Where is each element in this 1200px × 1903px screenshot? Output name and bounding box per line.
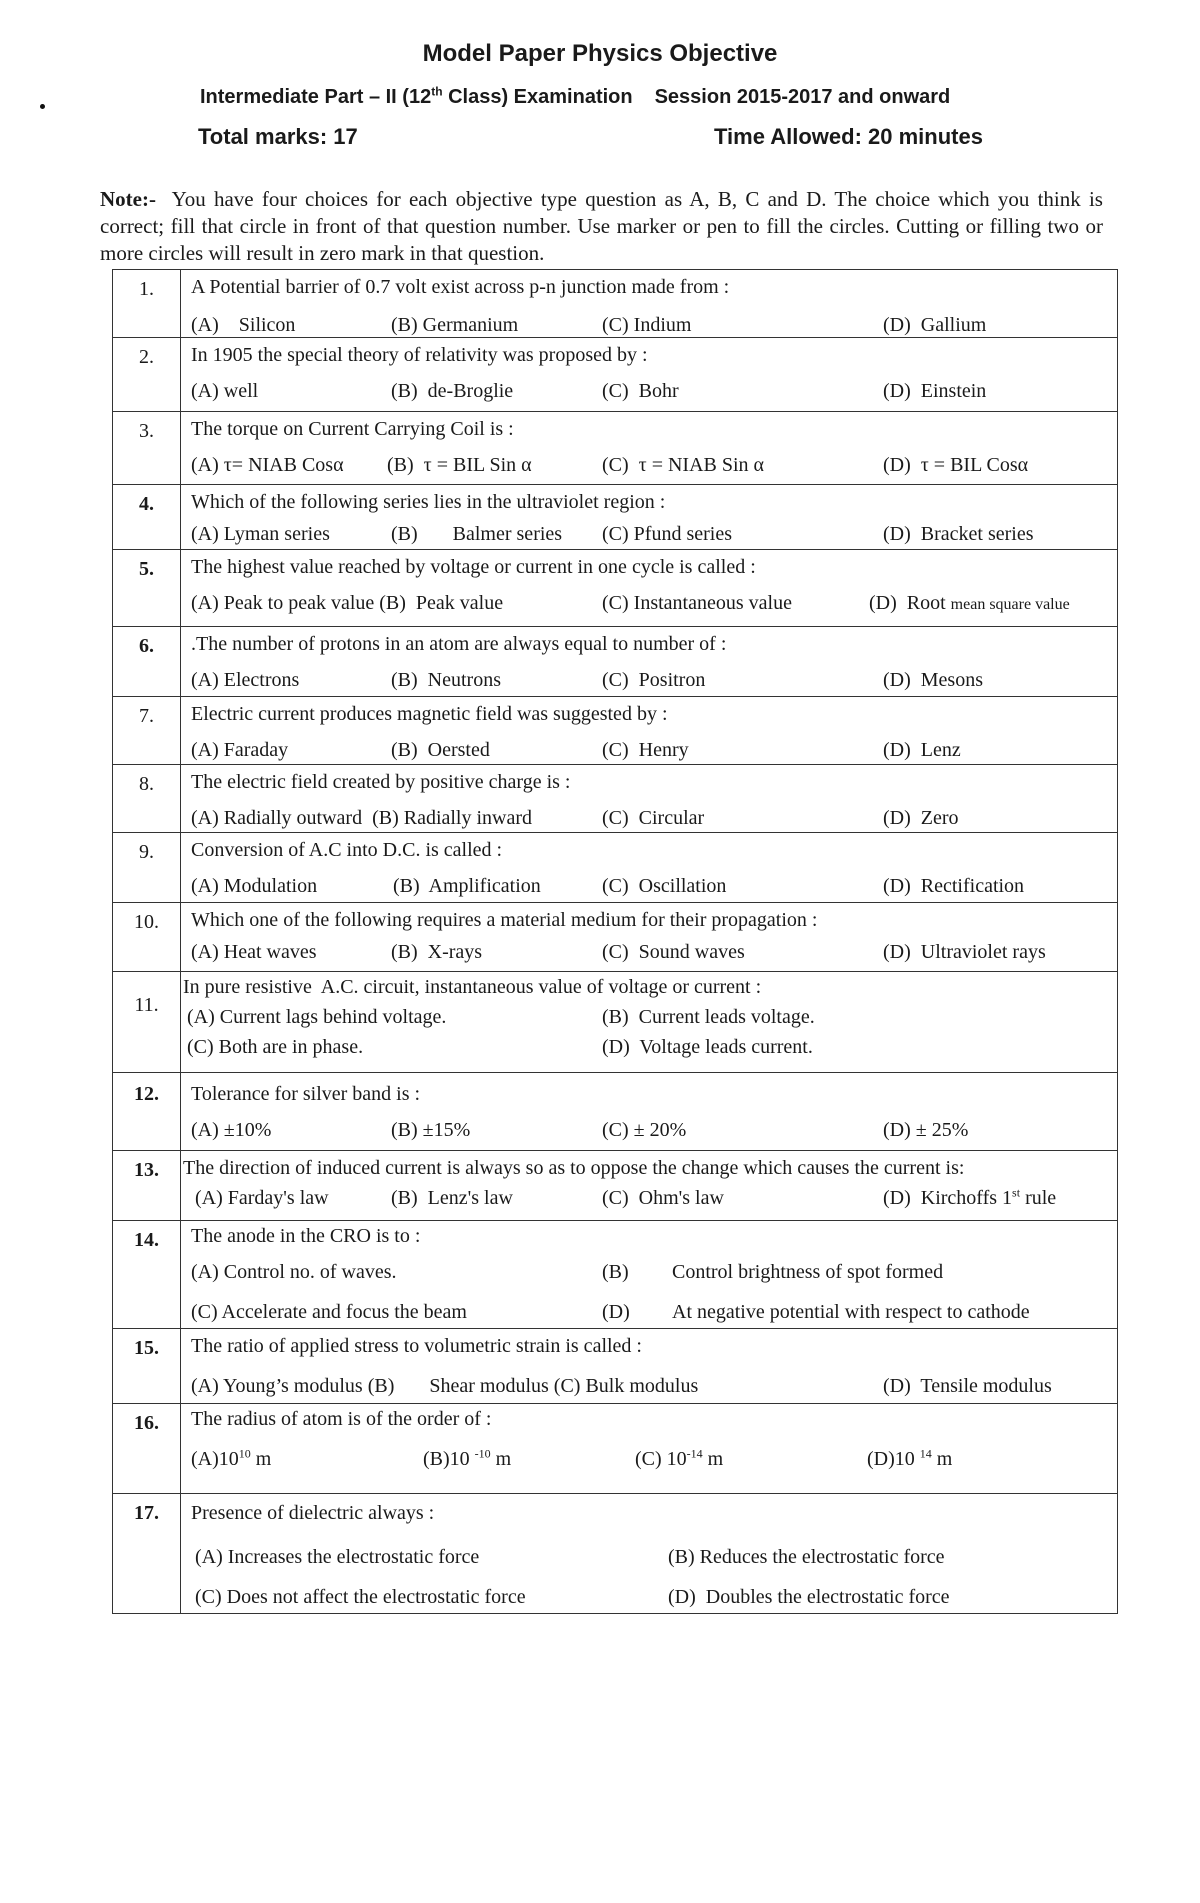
question-text: The ratio of applied stress to volumetric strain is called : (191, 1335, 642, 1357)
question-row (113, 627, 1117, 697)
option-d: (D) τ = BIL Cosα (883, 454, 1029, 476)
option-d: (D) Rectification (883, 875, 1025, 897)
question-text: Conversion of A.C into D.C. is called : (191, 839, 503, 861)
question-row (113, 765, 1117, 833)
option-b: (B) Lenz's law (391, 1187, 513, 1209)
question-row (113, 903, 1117, 972)
option-d: (D) Ultraviolet rays (883, 941, 1046, 963)
option-d: (D) Zero (883, 807, 959, 829)
option-d: (D) ± 25% (883, 1119, 969, 1141)
option-b: (B) Reduces the electrostatic force (668, 1546, 945, 1568)
question-number: 3. (113, 412, 181, 484)
option-c: (C) Both are in phase. (187, 1036, 364, 1058)
option-a: (A) Lyman series (191, 523, 330, 545)
question-text: In 1905 the special theory of relativity was proposed by : (191, 344, 648, 366)
question-number: 4. (113, 485, 181, 549)
question-number: 17. (113, 1494, 181, 1613)
question-row (113, 1494, 1117, 1614)
question-text: In pure resistive A.C. circuit, instantaneous value of voltage or current : (183, 976, 762, 998)
option-a: (A) Silicon (191, 314, 296, 336)
option-c: (C) Ohm's law (602, 1187, 724, 1209)
option-b: (B) Current leads voltage. (602, 1006, 815, 1028)
question-number: 6. (113, 627, 181, 696)
option-c: (C) Oscillation (602, 875, 727, 897)
option-d-label: (D) (602, 1301, 630, 1323)
question-number: 12. (113, 1073, 181, 1150)
option-a: (A) Faraday (191, 739, 289, 761)
question-row (113, 1151, 1117, 1221)
option-a-b: (A) Peak to peak value (B) Peak value (191, 592, 504, 614)
question-number: 8. (113, 765, 181, 832)
exam-subtitle: Intermediate Part – II (12th Class) Examination Session 2015-2017 and onward (200, 84, 951, 108)
question-row (113, 550, 1117, 627)
option-c: (C) Indium (602, 314, 692, 336)
option-b: (B) ±15% (391, 1119, 471, 1141)
question-text: Electric current produces magnetic field was suggested by : (191, 703, 668, 725)
option-a: (A) Farday's law (195, 1187, 329, 1209)
option-d: (D) Einstein (883, 380, 987, 402)
option-b: (B)10 $^{-10}$ m (423, 1446, 512, 1470)
option-d: (D) Gallium (883, 314, 987, 336)
question-row (113, 972, 1117, 1073)
option-c: (C) Instantaneous value (602, 592, 792, 614)
question-number: 10. (113, 903, 181, 971)
time-allowed: Time Allowed: 20 minutes (714, 124, 983, 149)
question-text: The radius of atom is of the order of : (191, 1408, 492, 1430)
option-a: (A) ±10% (191, 1119, 272, 1141)
note-text: You have four choices for each objective type question as A, B, C and D. The choice which you think is correct; fill that circle in front of that question number. Use marker or pen to fill the circles. Cutting or filling two or more circles will result in zero mark in that question. (100, 187, 1103, 265)
question-row (113, 412, 1117, 485)
question-row (113, 1221, 1117, 1329)
option-c: (C) ± 20% (602, 1119, 687, 1141)
question-text: The electric field created by positive charge is : (191, 771, 571, 793)
option-a: (A) Increases the electrostatic force (195, 1546, 480, 1568)
option-b: (B) de-Broglie (391, 380, 514, 402)
option-c: (C) τ = NIAB Sin α (602, 454, 765, 476)
option-c: (C) Henry (602, 739, 689, 761)
option-a: (A) Control no. of waves. (191, 1261, 397, 1283)
option-b: (B) Oersted (391, 739, 490, 761)
option-d: (D) Kirchoffs 1st rule (883, 1185, 1057, 1209)
option-c: (C) $10^{-14}$ m (635, 1446, 724, 1470)
option-b: (B) Neutrons (391, 669, 501, 691)
question-number: 7. (113, 697, 181, 764)
question-text: Tolerance for silver band is : (191, 1083, 421, 1105)
option-d: At negative potential with respect to cathode (672, 1301, 1030, 1323)
option-c: (C) Does not affect the electrostatic force (195, 1586, 526, 1608)
option-a-b-c: (A) Young’s modulus (B) Shear modulus (C) Bulk modulus (191, 1375, 699, 1397)
option-c: (C) Pfund series (602, 523, 732, 545)
question-number: 2. (113, 338, 181, 411)
question-row (113, 1073, 1117, 1151)
option-c: (C) Circular (602, 807, 705, 829)
option-d: (D) Mesons (883, 669, 983, 691)
option-a: $(A)10^{10}$ m (191, 1446, 272, 1470)
question-number: 16. (113, 1404, 181, 1493)
question-text: The highest value reached by voltage or current in one cycle is called : (191, 556, 756, 578)
option-d: (D) Bracket series (883, 523, 1034, 545)
question-row (113, 1404, 1117, 1494)
question-number: 13. (113, 1151, 181, 1220)
question-row (113, 485, 1117, 550)
option-b: (B) τ = BIL Sin α (387, 454, 532, 476)
option-a: (A) Current lags behind voltage. (187, 1006, 447, 1028)
option-c: (C) Sound waves (602, 941, 745, 963)
question-text: Which one of the following requires a material medium for their propagation : (191, 909, 818, 931)
option-d: (D) Lenz (883, 739, 961, 761)
session-label: Session 2015-2017 and onward (654, 86, 951, 108)
question-number: 9. (113, 833, 181, 902)
option-c: (C) Accelerate and focus the beam (191, 1301, 467, 1323)
option-b: (B) X-rays (391, 941, 483, 963)
option-b-label: (B) (602, 1261, 629, 1283)
question-text: Which of the following series lies in the ultraviolet region : (191, 491, 666, 513)
question-text: A Potential barrier of 0.7 volt exist across p-n junction made from : (191, 276, 730, 298)
page-title: Model Paper Physics Objective (422, 40, 778, 67)
option-a-b: (A) Radially outward (B) Radially inward (191, 807, 533, 829)
question-row (113, 697, 1117, 765)
question-text: .The number of protons in an atom are always equal to number of : (191, 633, 727, 655)
question-number: 5. (113, 550, 181, 626)
option-c: (C) Positron (602, 669, 706, 691)
option-d: (D) Root mean square value (869, 592, 1070, 614)
question-number: 15. (113, 1329, 181, 1403)
question-text: Presence of dielectric always : (191, 1502, 435, 1524)
question-text: The torque on Current Carrying Coil is : (191, 418, 514, 440)
question-row (113, 270, 1117, 338)
question-text: The anode in the CRO is to : (191, 1225, 421, 1247)
question-row (113, 338, 1117, 412)
option-b: Control brightness of spot formed (672, 1261, 944, 1283)
option-a: (A) τ= NIAB Cosα (191, 454, 344, 476)
instructions-note (100, 186, 1103, 267)
option-c: (C) Bohr (602, 380, 679, 402)
scan-speck (40, 104, 45, 109)
option-d: (D) Tensile modulus (883, 1375, 1052, 1397)
question-text: The direction of induced current is always so as to oppose the change which causes the current is: (183, 1157, 965, 1179)
option-d: (D) Doubles the electrostatic force (668, 1586, 950, 1608)
question-number: 14. (113, 1221, 181, 1328)
option-b: (B) Balmer series (391, 523, 563, 545)
note-label: Note:- (100, 187, 156, 211)
questions-table (112, 269, 1118, 1614)
total-marks: Total marks: 17 (198, 124, 358, 149)
option-b: (B) Amplification (393, 875, 541, 897)
question-number: 11. (113, 972, 181, 1072)
option-b: (B) Germanium (391, 314, 519, 336)
option-a: (A) well (191, 380, 259, 402)
option-a: (A) Heat waves (191, 941, 317, 963)
option-a: (A) Modulation (191, 875, 318, 897)
question-row (113, 1329, 1117, 1404)
question-row (113, 833, 1117, 903)
option-a: (A) Electrons (191, 669, 300, 691)
option-d: (D)10 $^{14}$ m (867, 1446, 953, 1470)
question-number: 1. (113, 270, 181, 337)
option-d: (D) Voltage leads current. (602, 1036, 813, 1058)
